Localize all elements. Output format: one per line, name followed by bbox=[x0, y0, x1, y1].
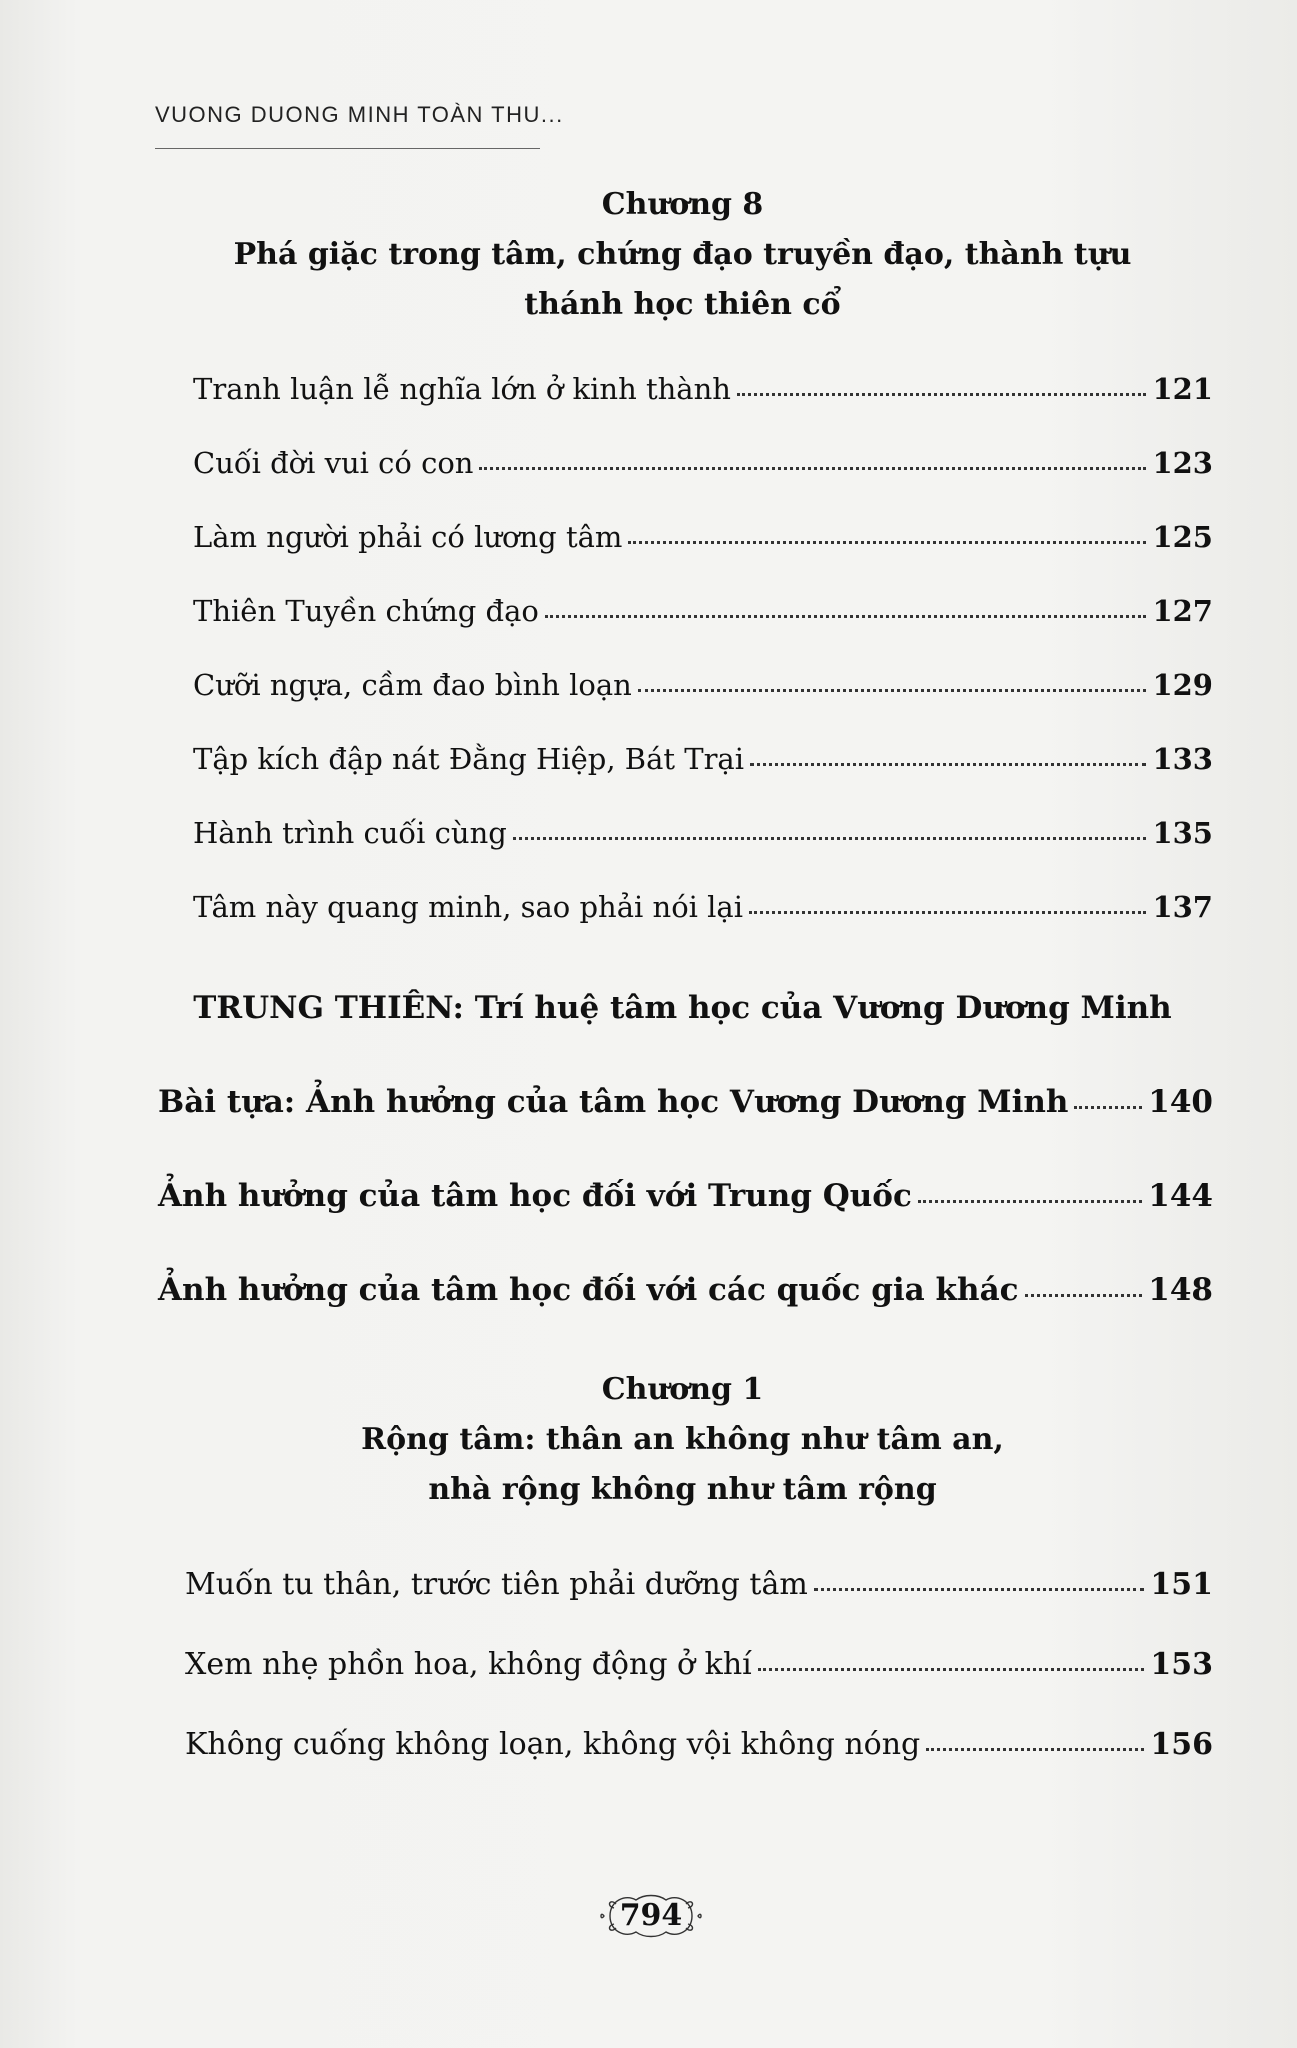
dot-leader bbox=[926, 1748, 1144, 1751]
toc-entry-page: 133 bbox=[1152, 742, 1213, 776]
toc-entry-title: Tâm này quang minh, sao phải nói lại bbox=[193, 890, 743, 924]
toc-entry bbox=[185, 1647, 1213, 1682]
page-number: 794 bbox=[619, 1898, 683, 1933]
toc-entry-page: 127 bbox=[1152, 594, 1213, 628]
toc-entry-title: Cuối đời vui có con bbox=[193, 446, 474, 480]
chapter-label: Chương 8 bbox=[601, 187, 764, 222]
toc-entry-title: Tập kích đập nát Đằng Hiệp, Bát Trại bbox=[193, 742, 744, 776]
toc-entry-major bbox=[158, 1178, 1213, 1214]
dot-leader bbox=[814, 1588, 1145, 1591]
toc-entry-page: 129 bbox=[1152, 668, 1213, 702]
chapter-8-heading bbox=[155, 180, 1210, 330]
chapter-title-line: nhà rộng không như tâm rộng bbox=[428, 1472, 937, 1507]
chapter-title-line: Phá giặc trong tâm, chứng đạo truyền đạo, thành tựu bbox=[233, 237, 1132, 272]
dot-leader bbox=[737, 393, 1147, 396]
page-number-ornament bbox=[596, 1888, 706, 1944]
toc-entry-page: 140 bbox=[1148, 1084, 1213, 1120]
toc-entry-title: Thiên Tuyền chứng đạo bbox=[193, 594, 539, 628]
toc-entry-title: Ảnh hưởng của tâm học đối với các quốc gia khác bbox=[158, 1272, 1019, 1308]
dot-leader bbox=[758, 1668, 1145, 1671]
toc-entry bbox=[193, 816, 1213, 850]
toc-entry-page: 135 bbox=[1152, 816, 1213, 850]
toc-entry-title: Ảnh hưởng của tâm học đối với Trung Quốc bbox=[158, 1178, 912, 1214]
toc-entry-title: Cưỡi ngựa, cầm đao bình loạn bbox=[193, 668, 632, 702]
chapter-1-heading bbox=[155, 1365, 1210, 1515]
header-rule bbox=[155, 148, 540, 149]
toc-entry bbox=[193, 372, 1213, 406]
toc-entry bbox=[185, 1727, 1213, 1762]
toc-entry-title: Xem nhẹ phồn hoa, không động ở khí bbox=[185, 1647, 752, 1682]
toc-entry bbox=[193, 446, 1213, 480]
chapter-title-line: thánh học thiên cổ bbox=[524, 287, 841, 322]
toc-entry bbox=[193, 742, 1213, 776]
dot-leader bbox=[513, 837, 1147, 840]
toc-entry-title: Tranh luận lễ nghĩa lớn ở kinh thành bbox=[193, 372, 731, 406]
toc-entry-page: 156 bbox=[1150, 1727, 1213, 1762]
toc-entry-page: 144 bbox=[1148, 1178, 1213, 1214]
toc-entry bbox=[185, 1567, 1213, 1602]
dot-leader bbox=[750, 763, 1146, 766]
toc-entry-major bbox=[158, 1272, 1213, 1308]
toc-entry-page: 153 bbox=[1150, 1647, 1213, 1682]
toc-entry-title: Hành trình cuối cùng bbox=[193, 816, 507, 850]
running-header: VUONG DUONG MINH TOÀN THU... bbox=[155, 102, 564, 127]
dot-leader bbox=[1025, 1294, 1143, 1297]
dot-leader bbox=[479, 467, 1146, 470]
toc-entry-page: 148 bbox=[1148, 1272, 1213, 1308]
toc-entry bbox=[193, 594, 1213, 628]
toc-entry bbox=[193, 520, 1213, 554]
toc-entry-page: 151 bbox=[1150, 1567, 1213, 1602]
toc-entry-major bbox=[158, 1084, 1213, 1120]
toc-entry-title: Làm người phải có lương tâm bbox=[193, 520, 623, 554]
section-heading: TRUNG THIÊN: Trí huệ tâm học của Vương Dương Minh bbox=[193, 990, 1172, 1026]
dot-leader bbox=[1074, 1106, 1142, 1109]
toc-entry-title: Không cuống không loạn, không vội không nóng bbox=[185, 1727, 921, 1762]
toc-entry bbox=[193, 668, 1213, 702]
toc-entry bbox=[193, 890, 1213, 924]
dot-leader bbox=[545, 615, 1147, 618]
dot-leader bbox=[628, 541, 1146, 544]
toc-entry-page: 137 bbox=[1152, 890, 1213, 924]
toc-entry-page: 125 bbox=[1152, 520, 1213, 554]
toc-entry-page: 121 bbox=[1152, 372, 1213, 406]
toc-entry-page: 123 bbox=[1152, 446, 1213, 480]
chapter-label: Chương 1 bbox=[601, 1372, 764, 1407]
dot-leader bbox=[918, 1200, 1142, 1203]
dot-leader bbox=[638, 689, 1147, 692]
chapter-title-line: Rộng tâm: thân an không như tâm an, bbox=[361, 1422, 1004, 1457]
toc-entry-title: Muốn tu thân, trước tiên phải dưỡng tâm bbox=[185, 1567, 808, 1602]
dot-leader bbox=[749, 911, 1146, 914]
toc-entry-title: Bài tựa: Ảnh hưởng của tâm học Vương Dương Minh bbox=[158, 1084, 1069, 1120]
